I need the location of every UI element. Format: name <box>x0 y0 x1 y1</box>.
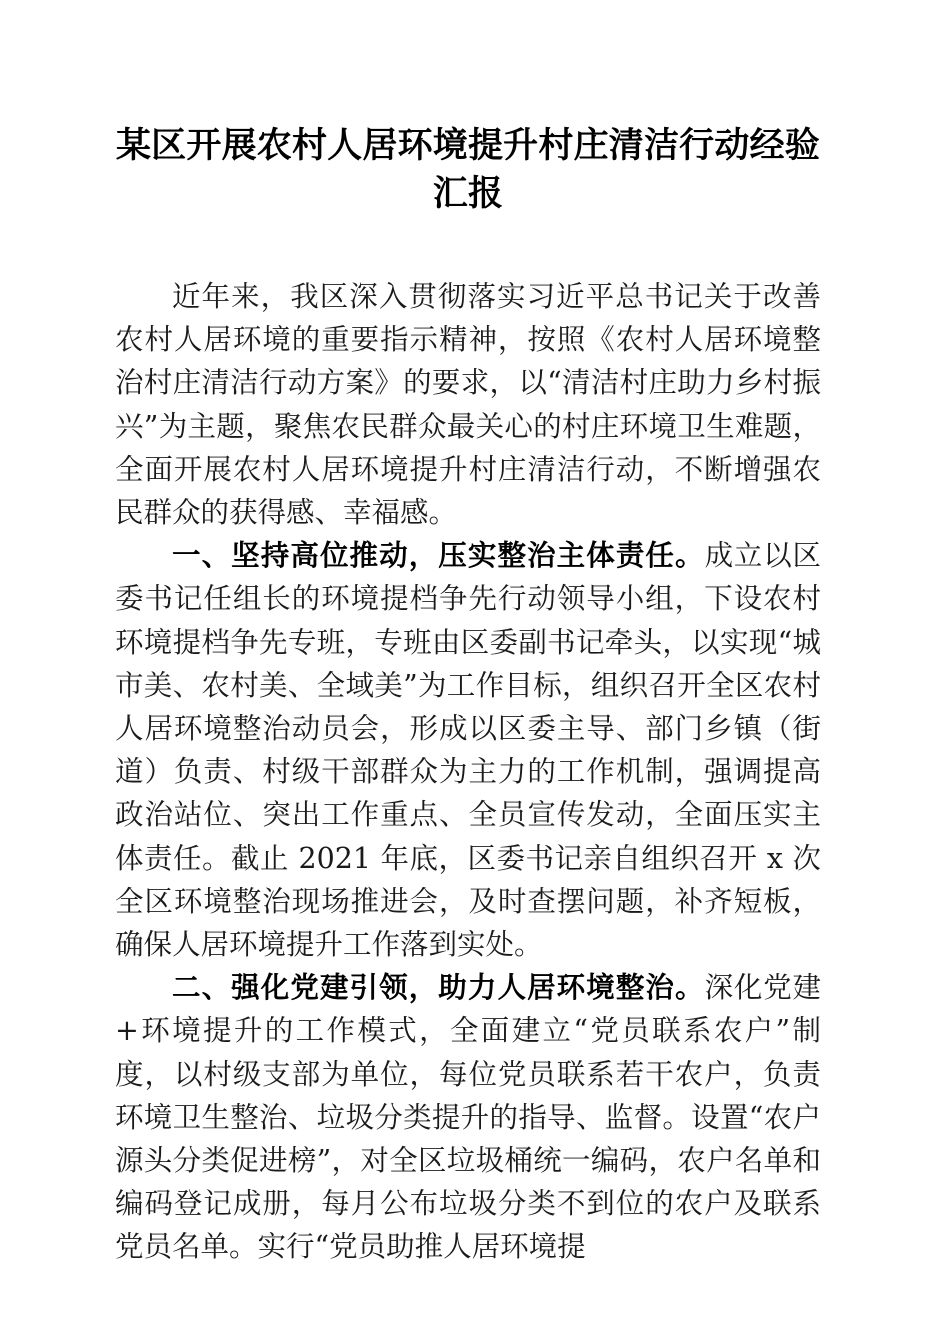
section-two-heading: 二、强化党建引领，助力人居环境整治。 <box>172 971 705 1005</box>
paragraph-section-two <box>115 966 821 1268</box>
section-one-heading: 一、坚持高位推动，压实整治主体责任。 <box>172 539 705 573</box>
section-two-text: 深化党建+环境提升的工作模式，全面建立“党员联系农户”制度，以村级支部为单位，每位党员联系若干农户，负责环境卫生整治、垃圾分类提升的指导、监督。设置“农户源头分类促进榜”，对全区垃圾桶统一编码，农户名单和编码登记成册，每月公布垃圾分类不到位的农户及联系党员名单。实行“党员助推人居环境提 <box>115 971 821 1264</box>
page-title: 某区开展农村人居环境提升村庄清洁行动经验汇报 <box>115 125 820 214</box>
section-one-text: 成立以区委书记任组长的环境提档争先行动领导小组，下设农村环境提档争先专班，专班由区委副书记牵头，以实现“城市美、农村美、全域美”为工作目标，组织召开全区农村人居环境整治动员会，形成以区委主导、部门乡镇（街道）负责、村级干部群众为主力的工作机制，强调提高政治站位、突出工作重点、全员宣传发动，全面压实主体责任。截止 2021 年底，区委书记亲自组织召开 x 次全区环境整治现场推进会，及时查摆问题，补齐短板，确保人居环境提升工作落到实处。 <box>115 539 821 962</box>
document-body <box>115 0 821 1269</box>
paragraph-section-one <box>115 534 821 966</box>
paragraph-intro: 近年来，我区深入贯彻落实习近平总书记关于改善农村人居环境的重要指示精神，按照《农村人居环境整治村庄清洁行动方案》的要求，以“清洁村庄助力乡村振兴”为主题，聚焦农民群众最关心的村庄环境卫生难题，全面开展农村人居环境提升村庄清洁行动，不断增强农民群众的获得感、幸福感。 <box>115 280 821 530</box>
